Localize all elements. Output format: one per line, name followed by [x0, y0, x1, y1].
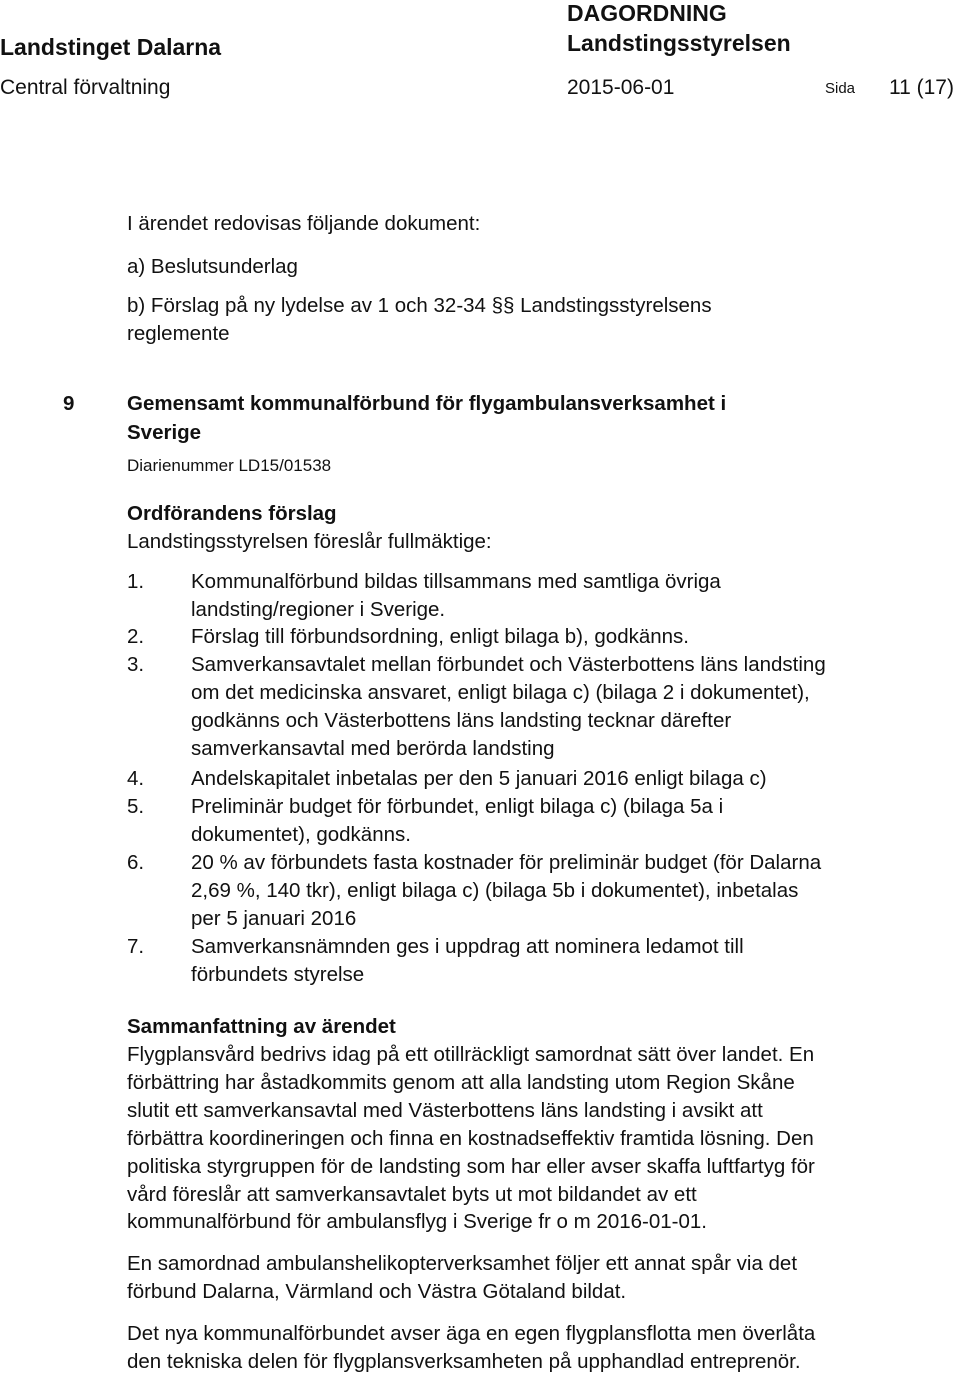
page-number: 11 (17)	[889, 76, 954, 99]
list-item-number: 2.	[127, 625, 145, 648]
paragraph-line: politiska styrgruppen för de landsting som har eller avser skaffa luftfartyg för	[127, 1154, 815, 1178]
list-item-text: Kommunalförbund bildas tillsammans med samtliga övriga	[191, 570, 721, 593]
paragraph-line: vård föreslår att samverkansavtalet byts ut mot bildandet av ett	[127, 1182, 697, 1206]
doc-date: 2015-06-01	[567, 76, 675, 99]
list-item-text: Samverkansnämnden ges i uppdrag att nominera ledamot till	[191, 935, 744, 958]
list-item-text: förbundets styrelse	[191, 962, 365, 986]
item-title-line1: Gemensamt kommunalförbund för flygambulansverksamhet i	[127, 392, 727, 415]
list-item-number: 5.	[127, 795, 145, 818]
list-item-text: Andelskapitalet inbetalas per den 5 januari 2016 enligt bilaga c)	[191, 767, 767, 790]
paragraph-line: Flygplansvård bedrivs idag på ett otillräckligt samordnat sätt över landet. En	[127, 1043, 815, 1066]
list-item-number: 3.	[127, 653, 145, 676]
proposal-intro: Landstingsstyrelsen föreslår fullmäktige:	[127, 530, 492, 553]
org-name: Landstinget Dalarna	[0, 34, 222, 60]
paragraph-line: förbättra koordineringen och finna en kostnadseffektiv framtida lösning. Den	[127, 1126, 814, 1150]
intro-item-b-line2: reglemente	[127, 322, 230, 345]
list-item-text: om det medicinska ansvaret, enligt bilaga c) (bilaga 2 i dokumentet),	[191, 680, 810, 704]
doc-type: DAGORDNING	[567, 0, 727, 26]
paragraph-line: kommunalförbund för ambulansflyg i Sverige fr o m 2016-01-01.	[127, 1210, 707, 1234]
proposal-heading: Ordförandens förslag	[127, 502, 337, 525]
page-label: Sida	[825, 80, 856, 97]
intro-item-a: a) Beslutsunderlag	[127, 255, 298, 278]
list-item-text: Förslag till förbundsordning, enligt bilaga b), godkänns.	[191, 625, 689, 648]
list-item-number: 1.	[127, 570, 145, 593]
summary-heading: Sammanfattning av ärendet	[127, 1015, 396, 1038]
paragraph-line: Det nya kommunalförbundet avser äga en egen flygplansflotta men överlåta	[127, 1322, 816, 1345]
unit-name: Central förvaltning	[0, 76, 171, 99]
list-item-number: 4.	[127, 767, 145, 790]
list-item-text: Samverkansavtalet mellan förbundet och Västerbottens läns landsting	[191, 653, 826, 676]
list-item-text: godkänns och Västerbottens läns landsting tecknar därefter	[191, 708, 732, 732]
diary-number: Diarienummer LD15/01538	[127, 456, 332, 475]
list-item-text: landsting/regioner i Sverige.	[191, 597, 446, 621]
list-item-text: samverkansavtal med berörda landsting	[191, 736, 555, 760]
list-item-text: Preliminär budget för förbundet, enligt bilaga c) (bilaga 5a i	[191, 795, 724, 818]
list-item-text: dokumentet), godkänns.	[191, 822, 411, 846]
paragraph-line: den tekniska delen för flygplansverksamheten på upphandlad entreprenör.	[127, 1349, 801, 1373]
item-title-line2: Sverige	[127, 421, 202, 444]
list-item-text: per 5 januari 2016	[191, 906, 357, 930]
list-item-number: 7.	[127, 935, 145, 958]
list-item-text: 20 % av förbundets fasta kostnader för preliminär budget (för Dalarna	[191, 851, 822, 874]
paragraph-line: förbättring har åstadkommits genom att alla landsting utom Region Skåne	[127, 1070, 795, 1094]
paragraph-line: förbund Dalarna, Värmland och Västra Götaland bildat.	[127, 1279, 627, 1303]
list-item-text: 2,69 %, 140 tkr), enligt bilaga c) (bilaga 5b i dokumentet), inbetalas	[191, 878, 799, 902]
doc-body: Landstingsstyrelsen	[567, 30, 791, 56]
item-number: 9	[63, 392, 75, 415]
list-item-number: 6.	[127, 851, 145, 874]
paragraph-line: slutit ett samverkansavtal med Västerbottens läns landsting i avsikt att	[127, 1098, 763, 1122]
paragraph-line: En samordnad ambulanshelikopterverksamhet följer ett annat spår via det	[127, 1252, 798, 1275]
intro-lead: I ärendet redovisas följande dokument:	[127, 212, 481, 235]
intro-item-b-line1: b) Förslag på ny lydelse av 1 och 32-34 §§ Landstingsstyrelsens	[127, 294, 712, 317]
